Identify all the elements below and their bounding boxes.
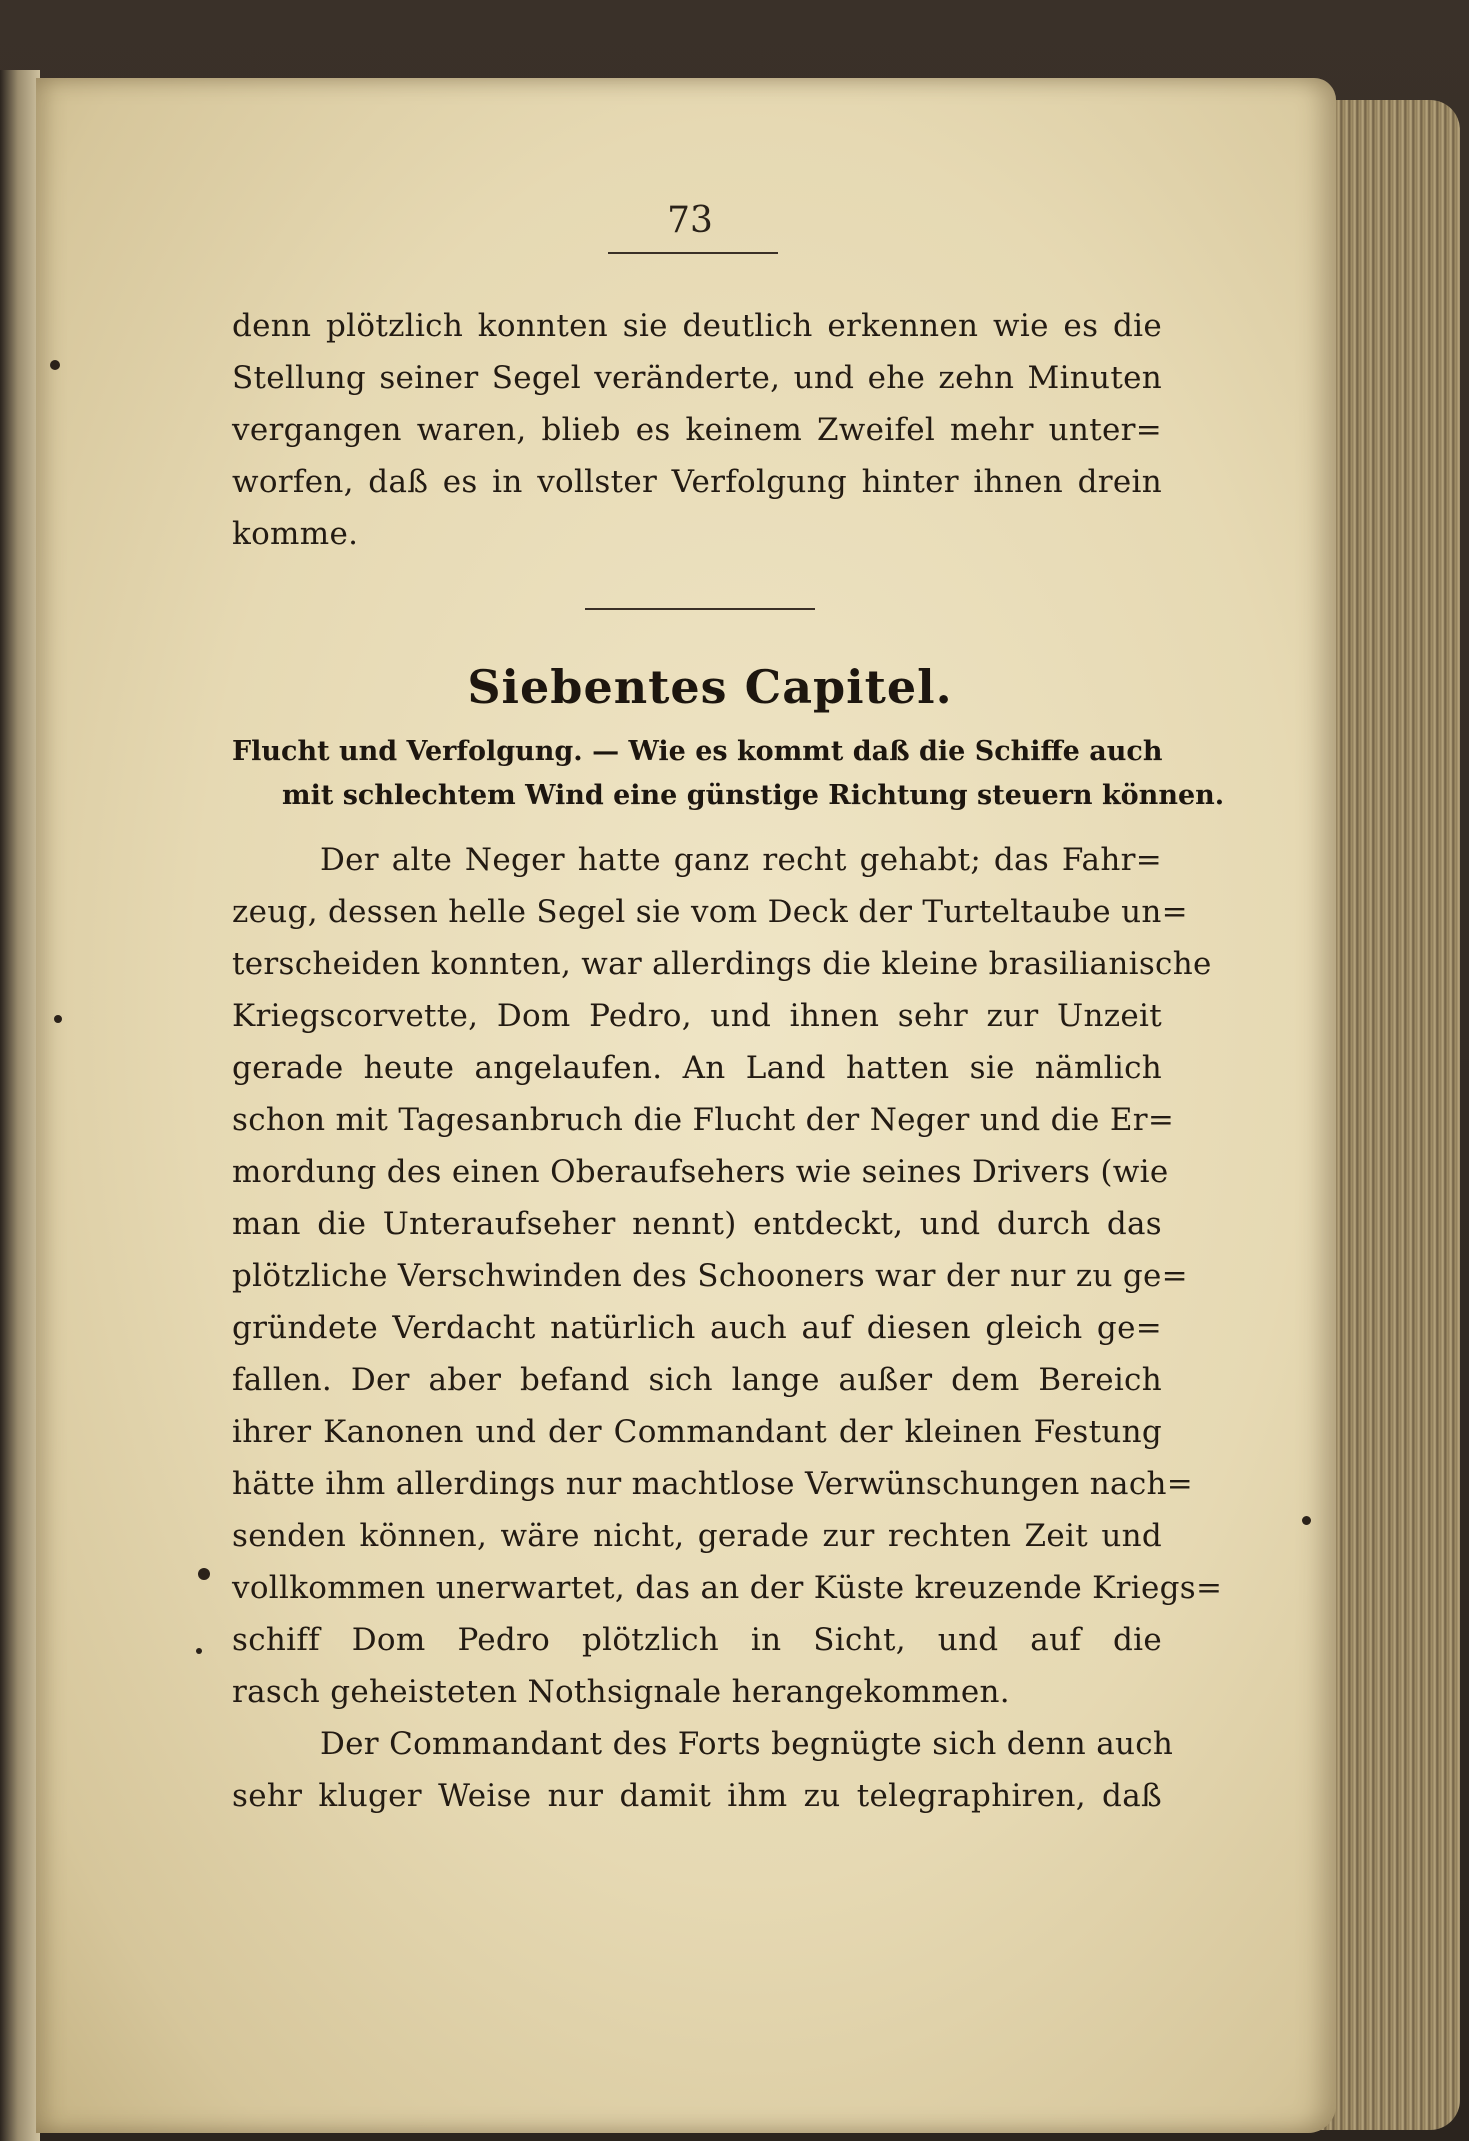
text-line: Stellung seiner Segel veränderte, und ehe zehn Minuten — [232, 360, 1162, 396]
summary-line: mit schlechtem Wind eine günstige Richtung steuern können. — [282, 780, 1225, 811]
section-divider — [585, 608, 815, 610]
header-rule — [608, 252, 778, 254]
text-line: rasch geheisteten Nothsignale herangekommen. — [232, 1674, 1010, 1710]
text-line: schon mit Tagesanbruch die Flucht der Neger und die Er= — [232, 1102, 1175, 1138]
text-line: mordung des einen Oberaufsehers wie seines Drivers (wie — [232, 1154, 1169, 1190]
text-line: vergangen waren, blieb es keinem Zweifel mehr unter= — [232, 412, 1162, 448]
text-line: zeug, dessen helle Segel sie vom Deck der Turteltaube un= — [232, 894, 1188, 930]
ink-speck — [198, 1568, 210, 1580]
summary-line: Flucht und Verfolgung. — Wie es kommt daß die Schiffe auch — [232, 736, 1163, 767]
ink-speck — [50, 360, 60, 370]
text-line: senden können, wäre nicht, gerade zur rechten Zeit und — [232, 1518, 1162, 1554]
text-line: vollkommen unerwartet, das an der Küste kreuzende Kriegs= — [232, 1570, 1223, 1606]
ink-speck — [54, 1015, 62, 1023]
text-line: Der Commandant des Forts begnügte sich denn auch — [320, 1726, 1174, 1762]
text-line: hätte ihm allerdings nur machtlose Verwünschungen nach= — [232, 1466, 1194, 1502]
text-line: Kriegscorvette, Dom Pedro, und ihnen sehr zur Unzeit — [232, 998, 1162, 1034]
ink-speck — [196, 1648, 202, 1654]
text-line: komme. — [232, 516, 359, 552]
page-number: 73 — [667, 200, 713, 241]
page-edges — [1320, 100, 1460, 2130]
text-line: worfen, daß es in vollster Verfolgung hinter ihnen drein — [232, 464, 1162, 500]
text-line: terscheiden konnten, war allerdings die kleine brasilianische — [232, 946, 1212, 982]
text-line: denn plötzlich konnten sie deutlich erkennen wie es die — [232, 308, 1162, 344]
text-line: Der alte Neger hatte ganz recht gehabt; das Fahr= — [320, 842, 1162, 878]
ink-speck — [1302, 1516, 1311, 1525]
text-line: man die Unteraufseher nennt) entdeckt, und durch das — [232, 1206, 1162, 1242]
chapter-summary — [232, 730, 1225, 818]
text-line: plötzliche Verschwinden des Schooners war der nur zu ge= — [232, 1258, 1188, 1294]
text-line: sehr kluger Weise nur damit ihm zu telegraphiren, daß — [232, 1778, 1162, 1814]
chapter-title: Siebentes Capitel. — [467, 660, 953, 714]
intro-paragraph — [232, 300, 1162, 560]
binding-edge — [0, 70, 40, 2141]
text-line: gerade heute angelaufen. An Land hatten sie nämlich — [232, 1050, 1162, 1086]
text-line: fallen. Der aber befand sich lange außer dem Bereich — [232, 1362, 1162, 1398]
text-line: schiff Dom Pedro plötzlich in Sicht, und auf die — [232, 1622, 1162, 1658]
body-text — [232, 834, 1223, 1822]
text-line: gründete Verdacht natürlich auch auf diesen gleich ge= — [232, 1310, 1162, 1346]
text-line: ihrer Kanonen und der Commandant der kleinen Festung — [232, 1414, 1162, 1450]
